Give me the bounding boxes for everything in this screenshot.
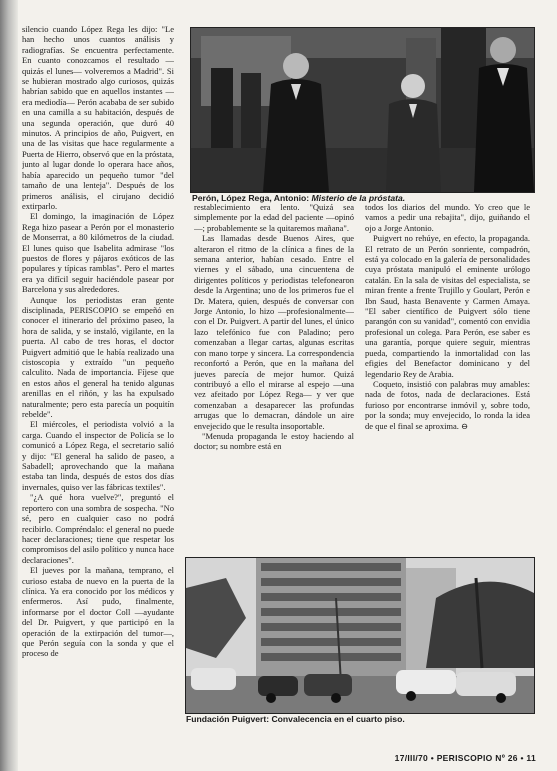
col1-paragraph-2: El domingo, la imaginación de López Rega hizo pasear a Perón por el monasterio de Monserrat, a 80 kilómetros de la ciudad. El lunes quiso que Isabelita admirase "los puestos de flores y pájaros exóticos de las populares y típicas ramblas". Pero el martes era ya difícil seguir haciéndole pasear por Barcelona y sus alrededores. [22,211,174,295]
col3-paragraph-1: todos los diarios del mundo. Yo creo que le vamos a pedir una rebajita", dijo, guiñando el ojo a Jorge Antonio. [365,202,530,233]
col3-paragraph-3: Coqueto, insistió con palabras muy amables: nada de fotos, nada de declaraciones. Está furioso por encontrarse inmóvil y, sobre todo, por la sonda; muy envejecido, lo ronda la idea de que el final se aproxima. ⊖ [365,378,530,431]
col1-paragraph-4: El miércoles, el periodista volvió a la carga. Cuando el inspector de Policía se lo comunicó a López Rega, el secretario salió y dijo: "El general ha salido de paseo, a Sabadell; aprovechando que la mañana estaba tan linda, después de estos dos días invernales, quiso ver las fábricas textiles". [22,419,174,492]
article-column-3 [365,202,530,558]
col3-paragraph-2: Puigvert no rehúye, en efecto, la propaganda. El retrato de un Perón sonriente, compadrón, está ya colocado en la galería de personalidades cuya próstata manipuló el eminente urólogo catalán. En la sala de visitas del especialista, se miran frente a frente Trujillo y Goulart, Perón e Ibn Saud, hasta Benavente y Carmen Amaya. "El saber científico de Puigvert sólo tiene parangón con su vanidad", comentó con envidia profesional un colega. Para Perón, ese saber es una garantía, porque quiere seguir, mientras pueda, compartiendo la inmortalidad con las efigies del Benefactor dominicano y del legendario Rey de Arabia. [365,233,530,379]
article-column-1 [22,24,174,736]
photo-bottom-illustration [186,558,534,713]
col1-paragraph-3: Aunque los periodistas eran gente disciplinada, PERISCOPIO se empeñó en conocer el itinerario del próximo paseo, la hora de salida, y se instaló, vigilante, en la puerta. Al cabo de tres horas, el doctor Puigvert admitió que le había realizado una cistoscopia y extraído "un pequeño calculito. Nada de importancia. Fíjese que en estos años el general ha tenido algunas arenillas en el riñón, y las ha expulsado naturalmente; pero esta parecía un poquitín rebelde". [22,294,174,420]
binding-shadow [0,0,18,771]
caption-top-lead: Perón, López Rega, Antonio: [192,193,310,203]
col1-paragraph-6: El jueves por la mañana, temprano, el curioso estaba de nuevo en la puerta de la clínica. Ya era conocido por los médicos y enfermeros. Así pudo, finalmente, informarse por el doctor Coll —ayudante del Dr. Puigvert, y que participó en la operación de la extirpación del tumor—, que Perón seguía con la sonda y que el proceso de [22,565,174,659]
page-footer: 17/III/70 • PERISCOPIO Nº 26 • 11 [394,753,536,763]
col1-paragraph-1: silencio cuando López Rega les dijo: "Le han hecho unos cuantos análisis y radiografías. Se encuentra perfectamente. En cuanto conozcamos el resultado —quizás el lunes— volveremos a Madrid". Si se hubieran mostrado algo curiosos, quizás habrían sabido que en aquellos instantes —era mediodía— Perón acababa de ser subido en una camilla a su habitación, después de una segunda operación, que duró 40 minutos. A principios de año, Puigvert, en una de las visitas que hace regularmente a Puerta de Hierro, observó que en la próstata, junto al lugar donde lo operara hace años, había aparecido un pequeño tumor "del tamaño de una lenteja". Después de los primeros análisis, el cirujano decidió extirparlo. [22,24,174,211]
col2-paragraph-2: Las llamadas desde Buenos Aires, que alteraron el ritmo de la clínica a fines de la semana anterior, habían cesado. Entre el viernes y el sábado, una cincuentena de dirigentes políticos y periodistas telefonearon desde la Argentina; uno de los primeros fue el Dr. Matera, quien, después de conversar con Jorge Antonio, lo hizo —profesionalmente— con el Dr. Puigvert. A partir del lunes, el único lazo telefónico fue con Paladino; pero comenzaban a llegar cartas, algunas escritas con mano torpe y sincera. La correspondencia reconfortó a Perón, que en la mañana del jueves parecía de mejor humor. Quizá contribuyó a ello el mirarse al espejo —una vez afeitado por López Rega— y ver que comenzaban a desaparecer las profundas arrugas que lo demacran, dándole un aire envejecido que le resulta insoportable. [194,233,354,431]
photo-peron-lopez-rega-antonio [190,27,535,193]
caption-top-rest: Misterio de la próstata. [309,193,406,203]
article-column-2 [194,202,354,558]
photo-bottom-caption: Fundación Puigvert: Convalecencia en el cuarto piso. [186,714,405,724]
photo-fundacion-puigvert [185,557,535,714]
col2-paragraph-3: "Menuda propaganda le estoy haciendo al doctor; su nombre está en [194,430,354,452]
col1-paragraph-5: "¿A qué hora vuelve?", preguntó el reportero con una sombra de sospecha. "No sé, pero en cualquier caso no podrá recibirlo. Compréndalo: el general no puede hacer declaraciones; tiene que respetar los compromisos del asilo político y nunca hace declaraciones". [22,492,174,565]
photo-top-illustration [191,28,534,192]
col2-paragraph-1: restablecimiento era lento. "Quizá sea simplemente por la edad del paciente —opinó—; probablemente se la quitaremos mañana". [194,202,354,233]
